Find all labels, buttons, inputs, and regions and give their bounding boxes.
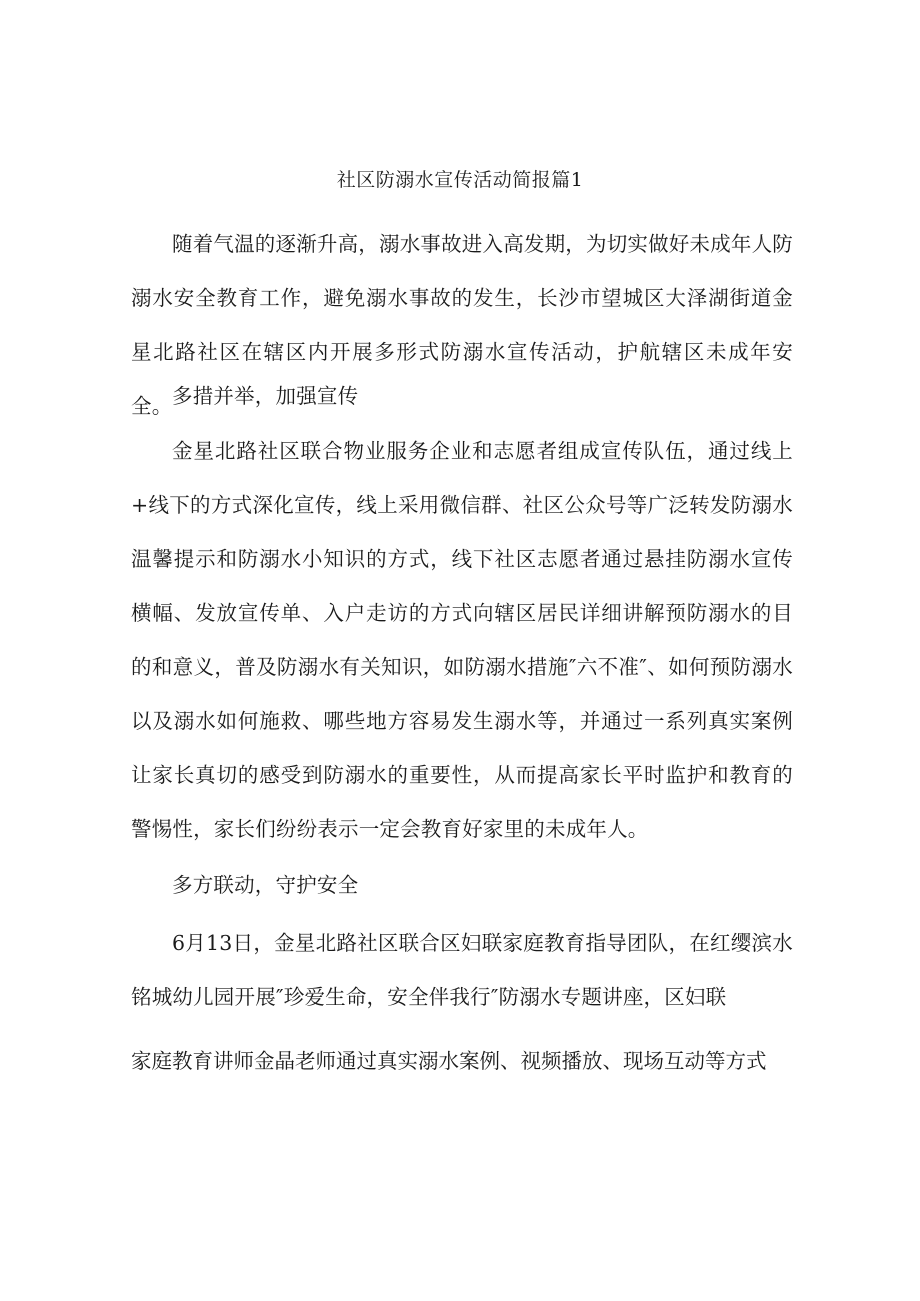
section-heading-cooperation: 多方联动，守护安全 bbox=[172, 873, 359, 897]
paragraph-lecture: 6月13日，金星北路社区联合区妇联家庭教育指导团队，在红缨滨水铭城幼儿园开展″珍爱生命，安全伴我行″防溺水专题讲座，区妇联 bbox=[131, 931, 793, 1009]
paragraph-intro: 随着气温的逐渐升高，溺水事故进入高发期，为切实做好未成年人防溺水安全教育工作，避免溺水事故的发生，长沙市望城区大泽湖街道金星北路社区在辖区内开展多形式防溺水宣传活动，护航辖区未成年安全。 bbox=[131, 232, 793, 418]
section-heading-publicity: 多措并举，加强宣传 bbox=[172, 384, 359, 408]
paragraph-continuation: 家庭教育讲师金晶老师通过真实溺水案例、视频播放、现场互动等方式 bbox=[131, 1049, 767, 1073]
paragraph-publicity: 金星北路社区联合物业服务企业和志愿者组成宣传队伍，通过线上+线下的方式深化宣传，线上采用微信群、社区公众号等广泛转发防溺水温馨提示和防溺水小知识的方式，线下社区志愿者通过悬挂防溺水宣传横幅、发放宣传单、入户走访的方式向辖区居民详细讲解预防溺水的目的和意义，普及防溺水有关知识，如防溺水措施″六不准″、如何预防溺水以及溺水如何施救、哪些地方容易发生溺水等，并通过一系列真实案例让家长真切的感受到防溺水的重要性，从而提高家长平时监护和教育的警惕性，家长们纷纷表示一定会教育好家里的未成年人。 bbox=[131, 439, 793, 841]
document-title: 社区防溺水宣传活动简报篇1 bbox=[336, 169, 584, 191]
